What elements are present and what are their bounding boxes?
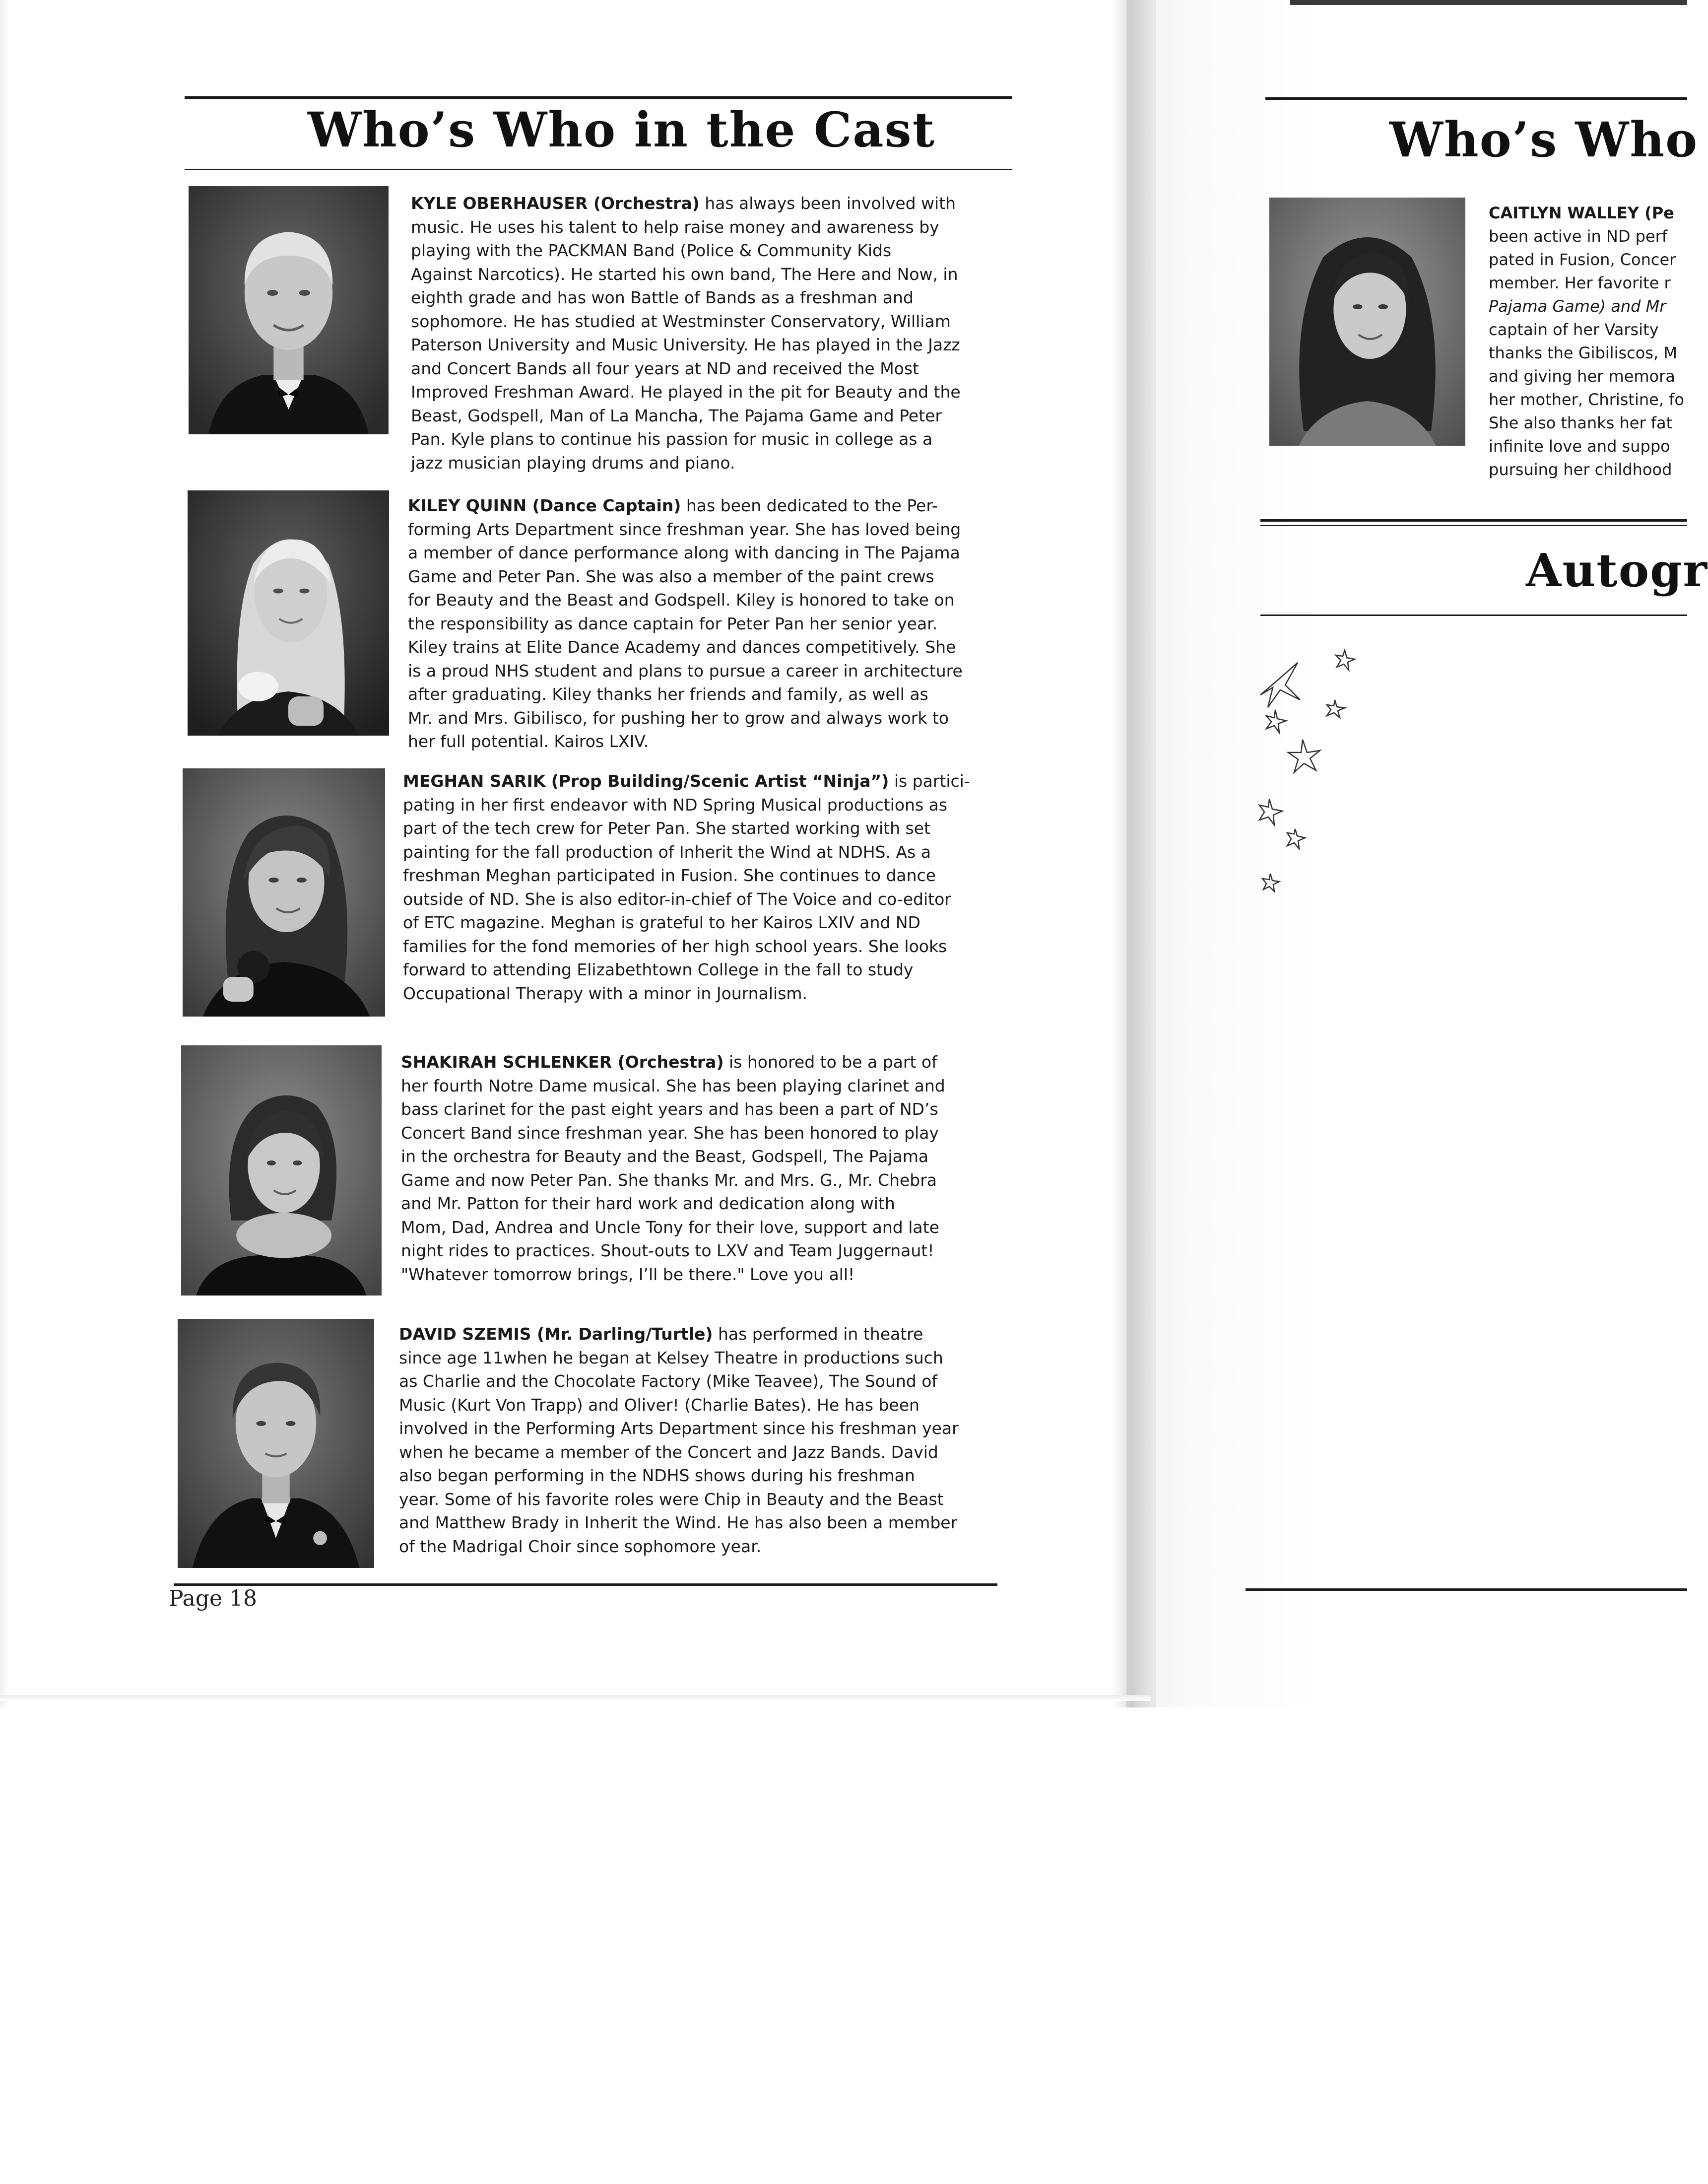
bio-name: KILEY QUINN (Dance Captain) <box>408 496 681 515</box>
autograph-rule-bottom <box>1260 614 1687 616</box>
star-icon <box>1262 874 1279 891</box>
autograph-rule-top-2 <box>1260 525 1687 526</box>
star-icon <box>1287 829 1305 849</box>
star-icon <box>1288 740 1320 772</box>
bio-name: KYLE OBERHAUSER (Orchestra) <box>411 194 700 213</box>
autographs-title: Autogr <box>1526 544 1708 597</box>
bio-meghan-sarik: MEGHAN SARIK (Prop Building/Scenic Artist “Ninja”) is partici- pating in her first endeavor with ND Spring Musical productions as part of the tech crew for Peter Pan. She started working with set painting for the fall production of Inherit the Wind at NDHS. As a freshman Meghan participated in Fusion. She continues to dance outside of ND. She is also editor-in-chief of The Voice and co-editor of ETC magazine. Meghan is grateful to her Kairos LXIV and ND families for the fond memories of her high school years. She looks forward to attending Elizabethtown College in the fall to study Occupational Therapy with a minor in Journalism. <box>403 771 970 1003</box>
bio-shakirah-schlenker: SHAKIRAH SCHLENKER (Orchestra) is honored to be a part of her fourth Notre Dame musical. She has been playing clarinet and bass clarinet for the past eight years and has been a part of ND’s Concert Band since freshman year. She has been honored to play in the orchestra for Beauty and the Beast, Godspell, The Pajama Game and now Peter Pan. She thanks Mr. and Mrs. G., Mr. Chebra and Mr. Patton for their hard work and dedication along with Mom, Dad, Andrea and Uncle Tony for their love, support and late night rides to practices. Shout-outs to LXV and Team Juggernaut! "Whatever tomorrow brings, I’ll be there." Love you all! <box>401 1052 945 1284</box>
right-top-rule <box>1265 97 1687 100</box>
bottom-rule <box>174 1583 997 1586</box>
right-bottom-rule <box>1246 1588 1687 1591</box>
bio-name: CAITLYN WALLEY (Pe <box>1489 204 1674 222</box>
bio-name: DAVID SZEMIS (Mr. Darling/Turtle) <box>399 1324 713 1344</box>
bio-david-szemis: DAVID SZEMIS (Mr. Darling/Turtle) has performed in theatre since age 11when he began at Kelsey Theatre in productions such as Charlie and the Chocolate Factory (Mike Teavee), The Sound of Music (Kurt Von Trapp) and Oliver! (Charlie Bates). He has been involved in the Performing Arts Department since his freshman year when he became a member of the Concert and Jazz Bands. David also began performing in the NDHS shows during his freshman year. Some of his favorite roles were Chip in Beauty and the Beast and Matthew Brady in Inherit the Wind. He has also been a member of the Madrigal Choir since sophomore year. <box>399 1324 959 1556</box>
decorative-stars <box>1250 635 1370 913</box>
bio-caitlyn-walley: CAITLYN WALLEY (Pe been active in ND perf pated in Fusion, Concer member. Her favorite r Pajama Game) and Mr captain of her Varsity thanks the Gibiliscos, M and giving her memora her mother, Christine, fo She also thanks her fat infinite love and suppo pursuing her childhood <box>1489 204 1684 479</box>
star-icon <box>1260 663 1300 707</box>
photo-kiley-quinn <box>188 490 389 736</box>
bio-name: SHAKIRAH SCHLENKER (Orchestra) <box>401 1052 724 1072</box>
book-spine <box>1112 0 1156 1707</box>
title-underline <box>185 169 1012 170</box>
photo-david-szemis <box>178 1319 374 1568</box>
photo-meghan-sarik <box>183 768 385 1017</box>
top-rule <box>185 96 1012 99</box>
star-icon <box>1336 650 1355 670</box>
page-title: Who’s Who in the Cast <box>308 102 935 158</box>
star-icon <box>1259 799 1282 825</box>
photo-kyle-oberhauser <box>189 186 389 434</box>
page-number: Page 18 <box>169 1586 258 1611</box>
page-edge <box>0 0 9 1707</box>
photo-caitlyn-walley <box>1269 198 1465 446</box>
bio-name: MEGHAN SARIK (Prop Building/Scenic Artist “Ninja”) <box>403 771 889 791</box>
star-icon <box>1266 710 1286 733</box>
bio-kyle-oberhauser: KYLE OBERHAUSER (Orchestra) has always been involved with music. He uses his talent to help raise money and awareness by playing with the PACKMAN Band (Police & Community Kids Against Narcotics). He started his own band, The Here and Now, in eighth grade and has won Battle of Bands as a freshman and sophomore. He has studied at Westminster Conservatory, William Paterson University and Music University. He has played in the Jazz and Concert Bands all four years at ND and received the Most Improved Freshman Award. He played in the pit for Beauty and the Beast, Godspell, Man of La Mancha, The Pajama Game and Peter Pan. Kyle plans to continue his passion for music in college as a jazz musician playing drums and piano. <box>411 194 961 473</box>
autograph-rule-top-1 <box>1260 519 1687 522</box>
scan-edge <box>1290 0 1687 5</box>
page-bottom-edge <box>0 1695 1151 1701</box>
right-page-title: Who’s Who <box>1389 112 1699 168</box>
photo-shakirah-schlenker <box>181 1045 382 1296</box>
bio-kiley-quinn: KILEY QUINN (Dance Captain) has been dedicated to the Per- forming Arts Department since freshman year. She has loved being a member of dance performance along with dancing in The Pajama Game and Peter Pan. She was also a member of the paint crews for Beauty and the Beast and Godspell. Kiley is honored to take on the responsibility as dance captain for Peter Pan her senior year. Kiley trains at Elite Dance Academy and dances competitively. She is a proud NHS student and plans to pursue a career in architecture after graduating. Kiley thanks her friends and family, as well as Mr. and Mrs. Gibilisco, for pushing her to grow and always work to her full potential. Kairos LXIV. <box>408 496 963 751</box>
star-icon <box>1327 700 1345 718</box>
